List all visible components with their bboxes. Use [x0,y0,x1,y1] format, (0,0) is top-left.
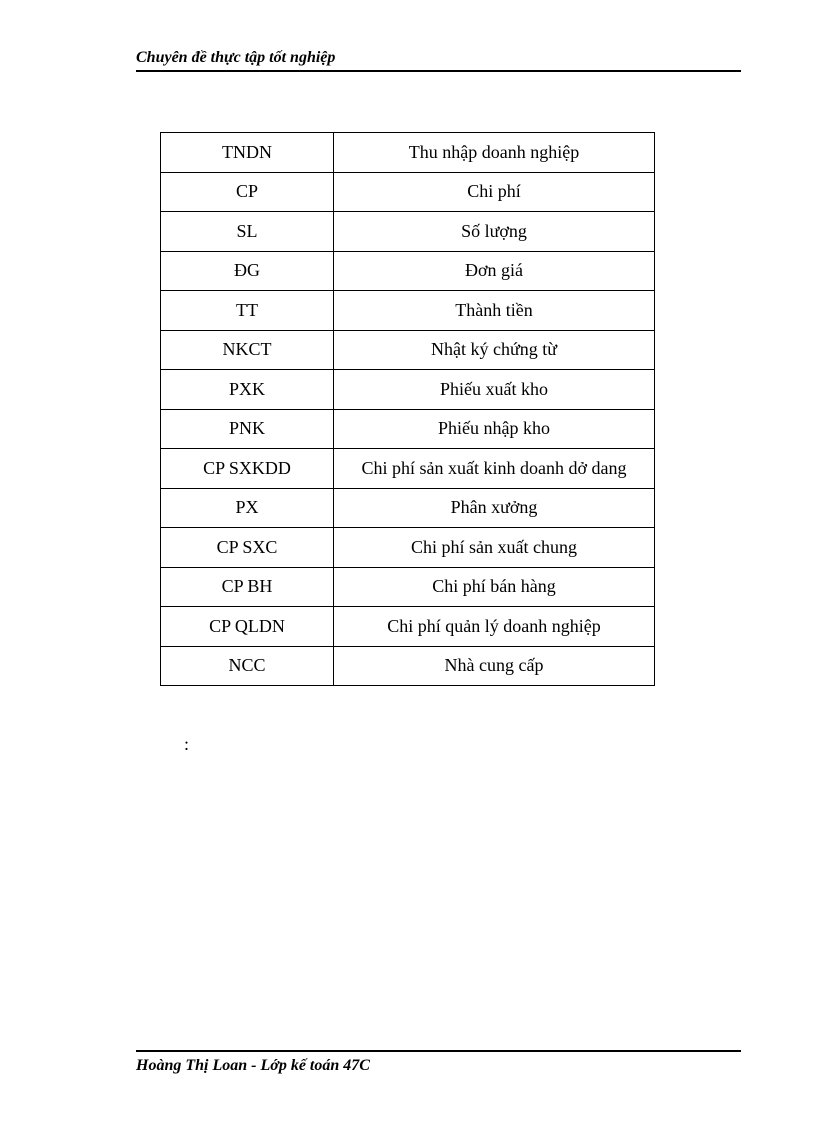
abbreviation-cell: PNK [161,409,334,449]
abbreviation-cell: CP BH [161,567,334,607]
meaning-cell: Phiếu nhập kho [334,409,655,449]
meaning-cell: Thành tiền [334,291,655,331]
stray-colon: : [184,734,190,754]
meaning-cell: Chi phí quản lý doanh nghiệp [334,607,655,647]
table-row [161,370,655,410]
abbreviation-cell: NKCT [161,330,334,370]
table-row [161,212,655,252]
table-row [161,646,655,686]
table-row [161,133,655,173]
abbreviation-cell: TT [161,291,334,331]
abbreviation-cell: NCC [161,646,334,686]
page-header [136,48,741,72]
meaning-cell: Phiếu xuất kho [334,370,655,410]
abbreviation-cell: CP QLDN [161,607,334,647]
meaning-cell: Chi phí sản xuất kinh doanh dở dang [334,449,655,489]
meaning-cell: Chi phí sản xuất chung [334,528,655,568]
meaning-cell: Chi phí bán hàng [334,567,655,607]
abbreviation-cell: CP SXKDD [161,449,334,489]
table-row [161,607,655,647]
footer-text: Hoàng Thị Loan - Lớp kế toán 47C [136,1057,370,1074]
table-row [161,291,655,331]
abbreviation-cell: ĐG [161,251,334,291]
meaning-cell: Thu nhập doanh nghiệp [334,133,655,173]
table-row [161,330,655,370]
abbreviation-table-body [161,133,655,686]
table-row [161,449,655,489]
table-row [161,528,655,568]
meaning-cell: Chi phí [334,172,655,212]
meaning-cell: Đơn giá [334,251,655,291]
header-title: Chuyên đề thực tập tốt nghiệp [136,49,336,66]
abbreviation-cell: TNDN [161,133,334,173]
table-row [161,409,655,449]
table-row [161,567,655,607]
abbreviation-cell: CP [161,172,334,212]
meaning-cell: Nhà cung cấp [334,646,655,686]
abbreviation-cell: PX [161,488,334,528]
abbreviation-cell: PXK [161,370,334,410]
meaning-cell: Phân xưởng [334,488,655,528]
abbreviation-cell: CP SXC [161,528,334,568]
abbreviation-table [160,132,655,686]
table-row [161,251,655,291]
table-row [161,172,655,212]
abbreviation-cell: SL [161,212,334,252]
page-footer [136,1050,741,1082]
meaning-cell: Số lượng [334,212,655,252]
meaning-cell: Nhật ký chứng từ [334,330,655,370]
table-row [161,488,655,528]
